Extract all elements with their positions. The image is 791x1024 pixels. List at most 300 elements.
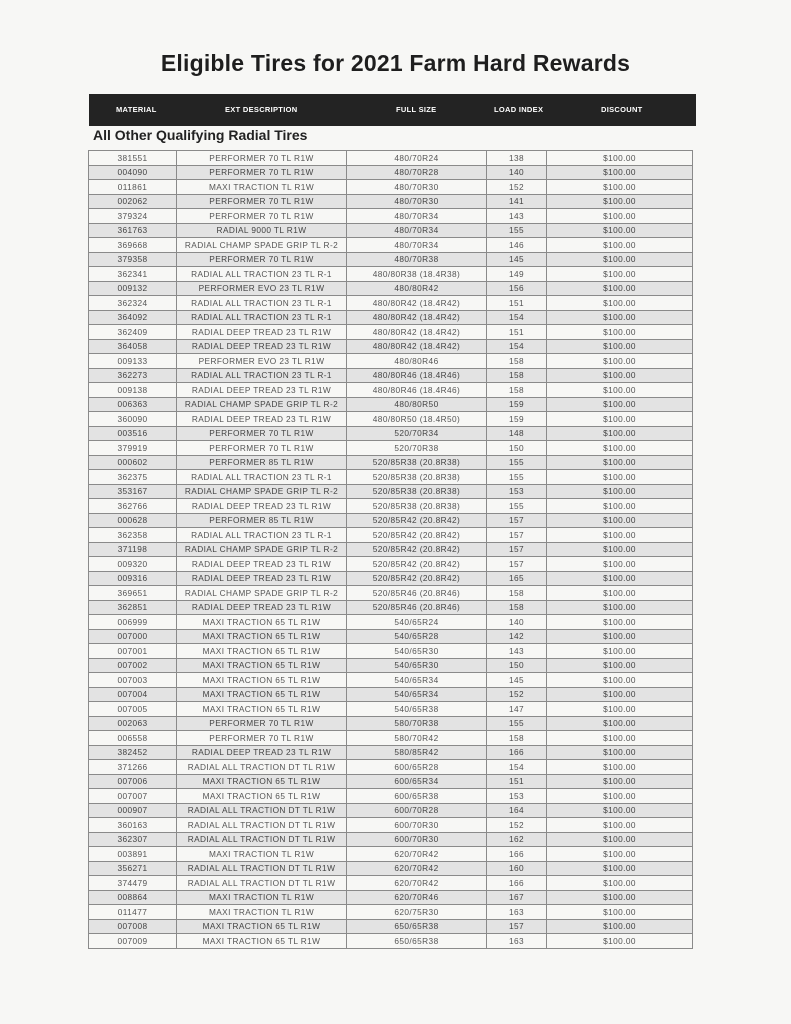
material-cell: 007003 (89, 673, 177, 688)
discount-cell: $100.00 (547, 383, 693, 398)
size-cell: 480/80R42 (18.4R42) (347, 296, 487, 311)
header-material: MATERIAL (116, 105, 157, 114)
table-row (89, 165, 693, 180)
load-index-cell: 140 (487, 165, 547, 180)
material-cell: 003891 (89, 847, 177, 862)
table-row (89, 890, 693, 905)
discount-cell: $100.00 (547, 223, 693, 238)
size-cell: 480/70R30 (347, 194, 487, 209)
size-cell: 620/75R30 (347, 905, 487, 920)
size-cell: 480/80R42 (18.4R42) (347, 325, 487, 340)
discount-cell: $100.00 (547, 919, 693, 934)
section-title: All Other Qualifying Radial Tires (93, 127, 308, 143)
load-index-cell: 143 (487, 209, 547, 224)
table-row (89, 818, 693, 833)
description-cell: RADIAL ALL TRACTION 23 TL R-1 (177, 368, 347, 383)
table-row (89, 513, 693, 528)
load-index-cell: 147 (487, 702, 547, 717)
description-cell: RADIAL 9000 TL R1W (177, 223, 347, 238)
table-row (89, 426, 693, 441)
size-cell: 480/70R34 (347, 209, 487, 224)
discount-cell: $100.00 (547, 180, 693, 195)
table-row (89, 542, 693, 557)
description-cell: PERFORMER 70 TL R1W (177, 194, 347, 209)
discount-cell: $100.00 (547, 397, 693, 412)
material-cell: 362324 (89, 296, 177, 311)
material-cell: 007004 (89, 687, 177, 702)
discount-cell: $100.00 (547, 426, 693, 441)
material-cell: 007009 (89, 934, 177, 949)
material-cell: 369651 (89, 586, 177, 601)
discount-cell: $100.00 (547, 267, 693, 282)
size-cell: 520/85R42 (20.8R42) (347, 513, 487, 528)
table-row (89, 151, 693, 166)
size-cell: 520/85R46 (20.8R46) (347, 600, 487, 615)
description-cell: MAXI TRACTION 65 TL R1W (177, 702, 347, 717)
material-cell: 360163 (89, 818, 177, 833)
material-cell: 002062 (89, 194, 177, 209)
description-cell: RADIAL DEEP TREAD 23 TL R1W (177, 499, 347, 514)
table-row (89, 194, 693, 209)
table-row (89, 267, 693, 282)
discount-cell: $100.00 (547, 789, 693, 804)
discount-cell: $100.00 (547, 905, 693, 920)
load-index-cell: 155 (487, 716, 547, 731)
description-cell: RADIAL ALL TRACTION 23 TL R-1 (177, 470, 347, 485)
header-discount: DISCOUNT (601, 105, 643, 114)
description-cell: RADIAL CHAMP SPADE GRIP TL R-2 (177, 586, 347, 601)
table-row (89, 905, 693, 920)
size-cell: 480/70R34 (347, 238, 487, 253)
table-row (89, 470, 693, 485)
material-cell: 362341 (89, 267, 177, 282)
description-cell: MAXI TRACTION 65 TL R1W (177, 919, 347, 934)
discount-cell: $100.00 (547, 803, 693, 818)
load-index-cell: 156 (487, 281, 547, 296)
table-row (89, 716, 693, 731)
description-cell: RADIAL DEEP TREAD 23 TL R1W (177, 557, 347, 572)
discount-cell: $100.00 (547, 673, 693, 688)
table-row (89, 180, 693, 195)
discount-cell: $100.00 (547, 542, 693, 557)
material-cell: 362273 (89, 368, 177, 383)
load-index-cell: 153 (487, 789, 547, 804)
size-cell: 580/70R42 (347, 731, 487, 746)
load-index-cell: 153 (487, 484, 547, 499)
discount-cell: $100.00 (547, 339, 693, 354)
load-index-cell: 159 (487, 397, 547, 412)
size-cell: 480/80R46 (18.4R46) (347, 383, 487, 398)
size-cell: 480/80R42 (347, 281, 487, 296)
size-cell: 520/85R38 (20.8R38) (347, 499, 487, 514)
table-row (89, 702, 693, 717)
material-cell: 362766 (89, 499, 177, 514)
table-row (89, 832, 693, 847)
table-row (89, 731, 693, 746)
load-index-cell: 158 (487, 586, 547, 601)
material-cell: 360090 (89, 412, 177, 427)
load-index-cell: 145 (487, 673, 547, 688)
tire-table (88, 150, 693, 949)
size-cell: 540/65R28 (347, 629, 487, 644)
discount-cell: $100.00 (547, 658, 693, 673)
size-cell: 540/65R38 (347, 702, 487, 717)
load-index-cell: 160 (487, 861, 547, 876)
discount-cell: $100.00 (547, 484, 693, 499)
size-cell: 480/80R42 (18.4R42) (347, 310, 487, 325)
material-cell: 009316 (89, 571, 177, 586)
material-cell: 007005 (89, 702, 177, 717)
load-index-cell: 155 (487, 499, 547, 514)
description-cell: RADIAL ALL TRACTION 23 TL R-1 (177, 267, 347, 282)
table-row (89, 629, 693, 644)
size-cell: 480/70R28 (347, 165, 487, 180)
discount-cell: $100.00 (547, 325, 693, 340)
load-index-cell: 150 (487, 658, 547, 673)
description-cell: MAXI TRACTION 65 TL R1W (177, 934, 347, 949)
description-cell: PERFORMER 70 TL R1W (177, 165, 347, 180)
table-row (89, 876, 693, 891)
table-row (89, 934, 693, 949)
material-cell: 364092 (89, 310, 177, 325)
table-row (89, 354, 693, 369)
discount-cell: $100.00 (547, 252, 693, 267)
description-cell: MAXI TRACTION TL R1W (177, 847, 347, 862)
discount-cell: $100.00 (547, 774, 693, 789)
table-row (89, 325, 693, 340)
load-index-cell: 157 (487, 919, 547, 934)
load-index-cell: 155 (487, 470, 547, 485)
table-row (89, 484, 693, 499)
discount-cell: $100.00 (547, 571, 693, 586)
size-cell: 650/65R38 (347, 934, 487, 949)
description-cell: PERFORMER 70 TL R1W (177, 209, 347, 224)
discount-cell: $100.00 (547, 934, 693, 949)
description-cell: RADIAL ALL TRACTION DT TL R1W (177, 876, 347, 891)
description-cell: MAXI TRACTION 65 TL R1W (177, 644, 347, 659)
material-cell: 008864 (89, 890, 177, 905)
table-row (89, 600, 693, 615)
material-cell: 011861 (89, 180, 177, 195)
header-full-size: FULL SIZE (396, 105, 437, 114)
description-cell: PERFORMER 70 TL R1W (177, 151, 347, 166)
table-row (89, 238, 693, 253)
discount-cell: $100.00 (547, 441, 693, 456)
size-cell: 620/70R42 (347, 847, 487, 862)
size-cell: 520/85R38 (20.8R38) (347, 484, 487, 499)
load-index-cell: 157 (487, 542, 547, 557)
load-index-cell: 158 (487, 368, 547, 383)
load-index-cell: 149 (487, 267, 547, 282)
discount-cell: $100.00 (547, 354, 693, 369)
material-cell: 379324 (89, 209, 177, 224)
size-cell: 600/65R38 (347, 789, 487, 804)
load-index-cell: 142 (487, 629, 547, 644)
description-cell: RADIAL ALL TRACTION DT TL R1W (177, 818, 347, 833)
table-row (89, 296, 693, 311)
discount-cell: $100.00 (547, 644, 693, 659)
table-row (89, 252, 693, 267)
description-cell: PERFORMER 70 TL R1W (177, 716, 347, 731)
size-cell: 520/70R38 (347, 441, 487, 456)
page-title: Eligible Tires for 2021 Farm Hard Rewards (160, 50, 631, 76)
description-cell: MAXI TRACTION 65 TL R1W (177, 687, 347, 702)
load-index-cell: 162 (487, 832, 547, 847)
table-row (89, 919, 693, 934)
material-cell: 007000 (89, 629, 177, 644)
size-cell: 520/85R42 (20.8R42) (347, 542, 487, 557)
load-index-cell: 154 (487, 310, 547, 325)
size-cell: 540/65R30 (347, 644, 487, 659)
discount-cell: $100.00 (547, 890, 693, 905)
load-index-cell: 163 (487, 934, 547, 949)
size-cell: 600/65R28 (347, 760, 487, 775)
description-cell: RADIAL DEEP TREAD 23 TL R1W (177, 412, 347, 427)
description-cell: RADIAL CHAMP SPADE GRIP TL R-2 (177, 397, 347, 412)
discount-cell: $100.00 (547, 209, 693, 224)
discount-cell: $100.00 (547, 615, 693, 630)
discount-cell: $100.00 (547, 861, 693, 876)
material-cell: 362409 (89, 325, 177, 340)
size-cell: 540/65R30 (347, 658, 487, 673)
description-cell: RADIAL DEEP TREAD 23 TL R1W (177, 600, 347, 615)
load-index-cell: 152 (487, 180, 547, 195)
load-index-cell: 138 (487, 151, 547, 166)
load-index-cell: 166 (487, 876, 547, 891)
size-cell: 520/85R42 (20.8R42) (347, 571, 487, 586)
load-index-cell: 158 (487, 354, 547, 369)
table-row (89, 281, 693, 296)
table-row (89, 528, 693, 543)
material-cell: 009138 (89, 383, 177, 398)
description-cell: PERFORMER 85 TL R1W (177, 513, 347, 528)
discount-cell: $100.00 (547, 296, 693, 311)
table-row (89, 861, 693, 876)
material-cell: 007002 (89, 658, 177, 673)
load-index-cell: 167 (487, 890, 547, 905)
table-row (89, 397, 693, 412)
description-cell: RADIAL DEEP TREAD 23 TL R1W (177, 383, 347, 398)
material-cell: 007007 (89, 789, 177, 804)
discount-cell: $100.00 (547, 745, 693, 760)
description-cell: MAXI TRACTION 65 TL R1W (177, 658, 347, 673)
discount-cell: $100.00 (547, 847, 693, 862)
table-row (89, 774, 693, 789)
discount-cell: $100.00 (547, 194, 693, 209)
size-cell: 600/65R34 (347, 774, 487, 789)
table-row (89, 658, 693, 673)
material-cell: 000602 (89, 455, 177, 470)
discount-cell: $100.00 (547, 151, 693, 166)
table-row (89, 615, 693, 630)
size-cell: 600/70R30 (347, 818, 487, 833)
discount-cell: $100.00 (547, 832, 693, 847)
material-cell: 379919 (89, 441, 177, 456)
header-ext-description: EXT DESCRIPTION (225, 105, 298, 114)
table-row (89, 310, 693, 325)
material-cell: 362375 (89, 470, 177, 485)
material-cell: 364058 (89, 339, 177, 354)
description-cell: RADIAL DEEP TREAD 23 TL R1W (177, 339, 347, 354)
description-cell: RADIAL ALL TRACTION DT TL R1W (177, 832, 347, 847)
material-cell: 007001 (89, 644, 177, 659)
load-index-cell: 166 (487, 745, 547, 760)
table-row (89, 223, 693, 238)
material-cell: 007006 (89, 774, 177, 789)
size-cell: 520/85R38 (20.8R38) (347, 455, 487, 470)
table-row (89, 847, 693, 862)
load-index-cell: 148 (487, 426, 547, 441)
size-cell: 620/70R46 (347, 890, 487, 905)
table-row (89, 557, 693, 572)
description-cell: RADIAL ALL TRACTION DT TL R1W (177, 760, 347, 775)
discount-cell: $100.00 (547, 702, 693, 717)
material-cell: 371198 (89, 542, 177, 557)
material-cell: 006558 (89, 731, 177, 746)
size-cell: 520/85R38 (20.8R38) (347, 470, 487, 485)
size-cell: 520/70R34 (347, 426, 487, 441)
table-row (89, 383, 693, 398)
table-row (89, 644, 693, 659)
description-cell: PERFORMER 70 TL R1W (177, 731, 347, 746)
size-cell: 520/85R46 (20.8R46) (347, 586, 487, 601)
discount-cell: $100.00 (547, 716, 693, 731)
discount-cell: $100.00 (547, 876, 693, 891)
material-cell: 009320 (89, 557, 177, 572)
description-cell: RADIAL CHAMP SPADE GRIP TL R-2 (177, 238, 347, 253)
load-index-cell: 155 (487, 223, 547, 238)
description-cell: RADIAL DEEP TREAD 23 TL R1W (177, 325, 347, 340)
load-index-cell: 151 (487, 325, 547, 340)
description-cell: PERFORMER 70 TL R1W (177, 252, 347, 267)
table-header-bar (89, 94, 696, 126)
description-cell: MAXI TRACTION 65 TL R1W (177, 673, 347, 688)
description-cell: PERFORMER 85 TL R1W (177, 455, 347, 470)
size-cell: 480/80R38 (18.4R38) (347, 267, 487, 282)
load-index-cell: 164 (487, 803, 547, 818)
size-cell: 480/70R30 (347, 180, 487, 195)
discount-cell: $100.00 (547, 513, 693, 528)
load-index-cell: 150 (487, 441, 547, 456)
table-row (89, 673, 693, 688)
discount-cell: $100.00 (547, 281, 693, 296)
load-index-cell: 151 (487, 296, 547, 311)
material-cell: 007008 (89, 919, 177, 934)
load-index-cell: 159 (487, 412, 547, 427)
discount-cell: $100.00 (547, 238, 693, 253)
description-cell: RADIAL ALL TRACTION DT TL R1W (177, 861, 347, 876)
discount-cell: $100.00 (547, 731, 693, 746)
description-cell: PERFORMER 70 TL R1W (177, 426, 347, 441)
load-index-cell: 163 (487, 905, 547, 920)
material-cell: 361763 (89, 223, 177, 238)
material-cell: 381551 (89, 151, 177, 166)
table-row (89, 441, 693, 456)
size-cell: 650/65R38 (347, 919, 487, 934)
material-cell: 002063 (89, 716, 177, 731)
size-cell: 480/70R34 (347, 223, 487, 238)
table-row (89, 455, 693, 470)
table-row (89, 745, 693, 760)
discount-cell: $100.00 (547, 528, 693, 543)
discount-cell: $100.00 (547, 600, 693, 615)
description-cell: PERFORMER EVO 23 TL R1W (177, 354, 347, 369)
size-cell: 520/85R42 (20.8R42) (347, 528, 487, 543)
discount-cell: $100.00 (547, 586, 693, 601)
table-row (89, 586, 693, 601)
description-cell: MAXI TRACTION 65 TL R1W (177, 615, 347, 630)
table-row (89, 368, 693, 383)
load-index-cell: 151 (487, 774, 547, 789)
size-cell: 600/70R28 (347, 803, 487, 818)
header-load-index: LOAD INDEX (494, 105, 544, 114)
description-cell: PERFORMER EVO 23 TL R1W (177, 281, 347, 296)
size-cell: 620/70R42 (347, 861, 487, 876)
load-index-cell: 146 (487, 238, 547, 253)
discount-cell: $100.00 (547, 412, 693, 427)
load-index-cell: 141 (487, 194, 547, 209)
table-row (89, 687, 693, 702)
discount-cell: $100.00 (547, 687, 693, 702)
size-cell: 540/65R34 (347, 673, 487, 688)
description-cell: RADIAL DEEP TREAD 23 TL R1W (177, 745, 347, 760)
discount-cell: $100.00 (547, 557, 693, 572)
description-cell: RADIAL ALL TRACTION 23 TL R-1 (177, 528, 347, 543)
material-cell: 006363 (89, 397, 177, 412)
size-cell: 480/80R42 (18.4R42) (347, 339, 487, 354)
size-cell: 620/70R42 (347, 876, 487, 891)
material-cell: 000628 (89, 513, 177, 528)
material-cell: 009133 (89, 354, 177, 369)
material-cell: 006999 (89, 615, 177, 630)
size-cell: 540/65R24 (347, 615, 487, 630)
size-cell: 600/70R30 (347, 832, 487, 847)
material-cell: 382452 (89, 745, 177, 760)
material-cell: 362851 (89, 600, 177, 615)
description-cell: RADIAL CHAMP SPADE GRIP TL R-2 (177, 542, 347, 557)
discount-cell: $100.00 (547, 470, 693, 485)
discount-cell: $100.00 (547, 629, 693, 644)
table-row (89, 209, 693, 224)
load-index-cell: 157 (487, 557, 547, 572)
load-index-cell: 154 (487, 760, 547, 775)
material-cell: 379358 (89, 252, 177, 267)
material-cell: 371266 (89, 760, 177, 775)
load-index-cell: 158 (487, 600, 547, 615)
description-cell: RADIAL ALL TRACTION 23 TL R-1 (177, 296, 347, 311)
load-index-cell: 152 (487, 687, 547, 702)
size-cell: 480/80R50 (347, 397, 487, 412)
description-cell: RADIAL DEEP TREAD 23 TL R1W (177, 571, 347, 586)
material-cell: 004090 (89, 165, 177, 180)
size-cell: 520/85R42 (20.8R42) (347, 557, 487, 572)
size-cell: 480/80R46 (347, 354, 487, 369)
table-row (89, 339, 693, 354)
description-cell: MAXI TRACTION TL R1W (177, 890, 347, 905)
size-cell: 480/70R24 (347, 151, 487, 166)
size-cell: 480/80R46 (18.4R46) (347, 368, 487, 383)
table-row (89, 571, 693, 586)
load-index-cell: 157 (487, 528, 547, 543)
material-cell: 011477 (89, 905, 177, 920)
size-cell: 540/65R34 (347, 687, 487, 702)
table-row (89, 499, 693, 514)
size-cell: 580/85R42 (347, 745, 487, 760)
discount-cell: $100.00 (547, 455, 693, 470)
load-index-cell: 157 (487, 513, 547, 528)
material-cell: 369668 (89, 238, 177, 253)
discount-cell: $100.00 (547, 165, 693, 180)
